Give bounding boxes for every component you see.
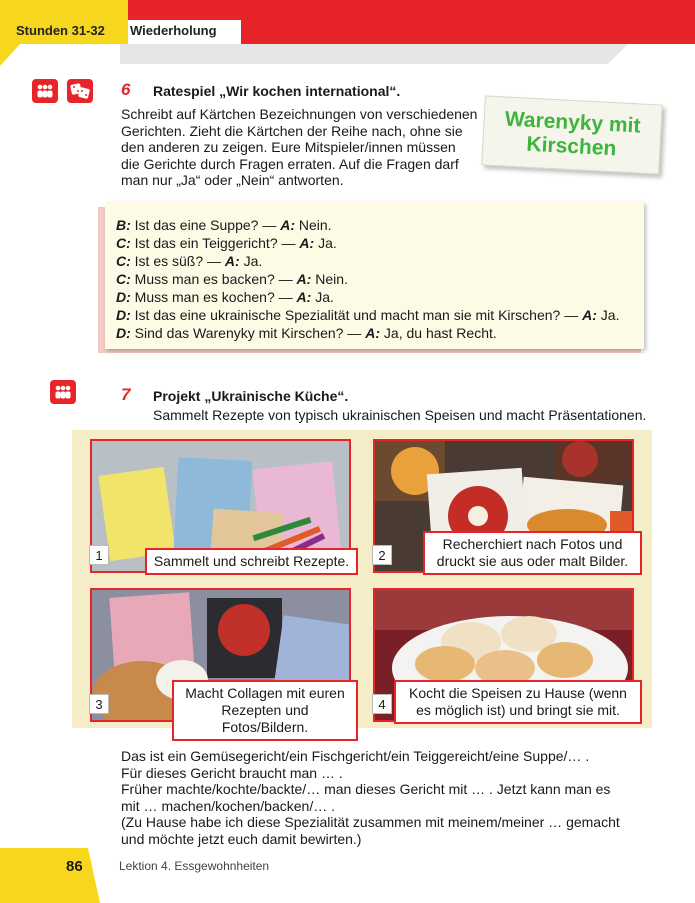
instruction-line: Schreibt auf Kärtchen Bezeichnungen von verschiedenen xyxy=(121,106,478,122)
group-icon xyxy=(32,79,58,103)
speaker: A: xyxy=(365,325,381,341)
task-number: 7 xyxy=(121,385,131,404)
answer: Nein. xyxy=(298,217,332,233)
question: Ist das ein Teiggericht? — xyxy=(134,235,296,251)
question: Ist das eine Suppe? — xyxy=(134,217,277,233)
task-title: Projekt „Ukrainische Küche“. xyxy=(153,388,349,404)
photo-caption: Macht Collagen mit euren Rezepten und Fotos/Bildern. xyxy=(172,680,358,741)
dialog-line xyxy=(116,216,644,234)
dialog-line xyxy=(116,252,644,270)
question: Ist das eine ukrainische Spezialität und macht man sie mit Kirschen? — xyxy=(134,307,579,323)
phrase-block xyxy=(121,748,651,847)
phrase-line: Für dieses Gericht braucht man … . xyxy=(121,764,343,781)
footer-tab xyxy=(0,848,100,903)
dialog-line xyxy=(116,234,644,252)
photo-caption: Kocht die Speisen zu Hause (wenn es möglich ist) und bringt sie mit. xyxy=(394,680,642,724)
dialog-line xyxy=(116,288,644,306)
footer-lesson: Lektion 4. Essgewohnheiten xyxy=(119,859,270,873)
task-number: 6 xyxy=(121,80,131,99)
dialog-line xyxy=(116,324,644,342)
speaker: C: xyxy=(116,235,131,251)
dialog-line xyxy=(116,270,644,288)
phrase-line: und möchte jetzt euch damit bewirten.) xyxy=(121,830,362,847)
speaker: D: xyxy=(116,307,131,323)
answer: Ja. xyxy=(318,235,337,251)
header-gray-band xyxy=(120,44,628,64)
task-instructions xyxy=(121,106,481,189)
phrase-line: mit … machen/kochen/backen/… . xyxy=(121,797,335,814)
photo-number: 4 xyxy=(372,694,392,714)
dice-icon xyxy=(67,79,93,103)
question: Muss man es backen? — xyxy=(134,271,293,287)
group-icon xyxy=(50,380,76,404)
dialog-line xyxy=(116,306,644,324)
photo-number: 2 xyxy=(372,545,392,565)
task-title: Ratespiel „Wir kochen international“. xyxy=(153,83,401,99)
question: Muss man es kochen? — xyxy=(134,289,293,305)
speaker: D: xyxy=(116,289,131,305)
speaker: C: xyxy=(116,271,131,287)
page-title: Wiederholung xyxy=(130,23,217,38)
section-label: Stunden 31-32 xyxy=(16,23,105,38)
answer: Nein. xyxy=(315,271,348,287)
phrase-line: Früher machte/kochte/backte/… man dieses Gericht mit … . Jetzt kann man es xyxy=(121,781,611,797)
speaker: D: xyxy=(116,325,131,341)
photo-number: 3 xyxy=(89,694,109,714)
answer: Ja. xyxy=(315,289,334,305)
speaker: B: xyxy=(116,217,131,233)
question: Ist es süß? — xyxy=(134,253,222,269)
speaker: A: xyxy=(582,307,597,323)
phrase-line: Das ist ein Gemüsegericht/ein Fischgericht/ein Teiggereicht/eine Suppe/… . xyxy=(121,748,590,764)
page-number: 86 xyxy=(66,858,83,875)
header-section-tail xyxy=(0,44,20,66)
dialog-box xyxy=(105,202,644,349)
instruction-line: man nur „Ja“ oder „Nein“ antworten. xyxy=(121,172,344,188)
photo-caption: Recherchiert nach Fotos und druckt sie aus oder malt Bilder. xyxy=(423,531,642,575)
phrase-line: (Zu Hause habe ich diese Spezialität zusammen mit meinem/meiner … gemacht xyxy=(121,814,620,830)
speaker: A: xyxy=(299,235,315,251)
speaker: A: xyxy=(296,289,312,305)
instruction-line: den anderen zu zeigen. Eure Mitspieler/innen müssen xyxy=(121,139,456,155)
instruction-line: die Gerichte durch Fragen erraten. Auf die Fragen darf xyxy=(121,155,459,172)
photo-caption: Sammelt und schreibt Rezepte. xyxy=(145,548,358,575)
instruction-line: Gerichten. Zieht die Kärtchen der Reihe nach, ohne sie xyxy=(121,122,463,139)
question: Sind das Warenyky mit Kirschen? — xyxy=(134,325,362,341)
speaker: A: xyxy=(280,217,295,233)
photo-number: 1 xyxy=(89,545,109,565)
answer: Ja, du hast Recht. xyxy=(383,325,497,341)
answer: Ja. xyxy=(600,307,620,323)
speaker: C: xyxy=(116,253,131,269)
dish-card: Warenyky mit Kirschen xyxy=(481,95,662,174)
answer: Ja. xyxy=(243,253,263,269)
task-subtitle: Sammelt Rezepte von typisch ukrainischen Speisen und macht Präsentationen. xyxy=(153,407,647,423)
speaker: A: xyxy=(296,271,312,287)
speaker: A: xyxy=(224,253,240,269)
